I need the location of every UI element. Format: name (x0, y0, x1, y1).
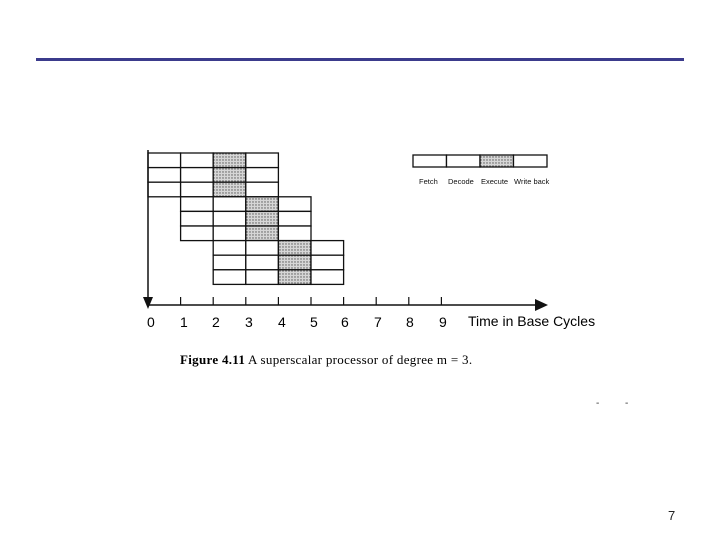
stage-cell-i4-s3 (246, 197, 279, 212)
legend-label-fetch: Fetch (419, 177, 438, 186)
stage-cell-i9-s1 (213, 270, 246, 285)
legend-label-decode: Decode (448, 177, 474, 186)
stage-cell-i6-s1 (181, 226, 214, 241)
legend-box-4 (514, 155, 548, 167)
x-axis-arrow (535, 299, 548, 311)
figure-caption (180, 352, 472, 368)
tick-label-1: 1 (180, 314, 188, 330)
stage-cell-i1-s2 (181, 153, 214, 168)
stray-mark-2: - (625, 398, 629, 409)
stage-cell-i9-s4 (311, 270, 344, 285)
stage-cell-i3-s2 (181, 182, 214, 197)
stage-cell-i8-s1 (213, 255, 246, 270)
stage-cell-i3-s4 (246, 182, 279, 197)
tick-label-0: 0 (147, 314, 155, 330)
stage-cell-i3-s3 (213, 182, 246, 197)
stage-cell-i9-s3 (278, 270, 311, 285)
stage-cell-i6-s4 (278, 226, 311, 241)
stage-cell-i6-s2 (213, 226, 246, 241)
stage-cell-i4-s4 (278, 197, 311, 212)
stage-cell-i5-s2 (213, 211, 246, 226)
legend-box-1 (413, 155, 447, 167)
stage-cell-i5-s4 (278, 211, 311, 226)
stage-cell-i3-s1 (148, 182, 181, 197)
tick-label-3: 3 (245, 314, 253, 330)
axis-title: Time in Base Cycles (468, 313, 596, 329)
stage-cell-i5-s3 (246, 211, 279, 226)
stage-cell-i6-s3 (246, 226, 279, 241)
stage-cell-i2-s3 (213, 168, 246, 183)
tick-label-7: 7 (374, 314, 382, 330)
stage-cell-i4-s2 (213, 197, 246, 212)
tick-label-6: 6 (341, 314, 349, 330)
stage-cell-i5-s1 (181, 211, 214, 226)
figure-number: Figure 4.11 (180, 352, 246, 367)
stage-cell-i2-s2 (181, 168, 214, 183)
legend-box-3 (480, 155, 514, 167)
stage-cell-i9-s2 (246, 270, 279, 285)
stage-cell-i8-s2 (246, 255, 279, 270)
stage-cell-i4-s1 (181, 197, 214, 212)
stage-cell-i2-s4 (246, 168, 279, 183)
stray-mark-1: - (596, 398, 600, 409)
legend-label-write-back: Write back (514, 177, 550, 186)
page-number: 7 (668, 508, 676, 523)
tick-label-9: 9 (439, 314, 447, 330)
stage-cell-i8-s3 (278, 255, 311, 270)
stage-cell-i7-s2 (246, 241, 279, 256)
stage-cell-i1-s4 (246, 153, 279, 168)
stage-cell-i1-s1 (148, 153, 181, 168)
tick-label-5: 5 (310, 314, 318, 330)
stage-cell-i7-s3 (278, 241, 311, 256)
legend-label-execute: Execute (481, 177, 509, 186)
legend-box-2 (447, 155, 481, 167)
tick-label-8: 8 (406, 314, 414, 330)
stage-cell-i7-s1 (213, 241, 246, 256)
stage-cell-i7-s4 (311, 241, 344, 256)
stage-cell-i8-s4 (311, 255, 344, 270)
tick-label-2: 2 (212, 314, 220, 330)
tick-label-4: 4 (278, 314, 286, 330)
figure-caption-text: A superscalar processor of degree m = 3. (248, 352, 473, 367)
stage-cell-i2-s1 (148, 168, 181, 183)
stage-cell-i1-s3 (213, 153, 246, 168)
